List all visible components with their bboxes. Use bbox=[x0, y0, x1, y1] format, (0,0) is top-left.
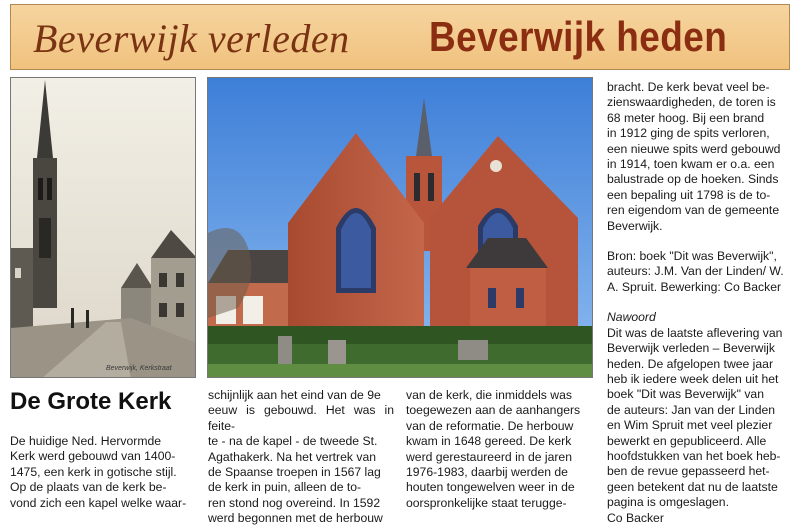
text-line: bracht. De kerk bevat veel be- bbox=[607, 80, 770, 94]
banner-title-present: Beverwijk heden bbox=[429, 13, 728, 60]
text-line: 68 meter hoog. Bij een brand bbox=[607, 110, 765, 125]
article-column-2 bbox=[208, 388, 394, 527]
source-line: auteurs: J.M. Van der Linden/ W. bbox=[607, 264, 784, 279]
text-line: een nieuwe spits werd gebouwd bbox=[607, 141, 781, 156]
text-line: van de reformatie. De herbouw bbox=[406, 418, 574, 433]
text-line: houten tongewelven weer in de bbox=[406, 480, 575, 495]
text-line: Beverwijk. bbox=[607, 218, 663, 233]
spacer bbox=[607, 234, 793, 249]
text-line: ren stond nog overeind. In 1592 bbox=[208, 495, 381, 510]
historic-church-street-photo-icon bbox=[11, 78, 196, 378]
text-line: van de kerk, die inmiddels was bbox=[406, 388, 572, 402]
text-line: en Wim Spruit met veel plezier bbox=[607, 418, 773, 433]
text-line: te - na de kapel - de tweede St. bbox=[208, 434, 378, 449]
source-line: A. Spruit. Bewerking: Co Backer bbox=[607, 279, 782, 294]
signature: Co Backer bbox=[607, 510, 664, 525]
header-banner bbox=[10, 4, 790, 70]
article-column-3 bbox=[406, 388, 594, 511]
text-line: vond zich een kapel welke waar- bbox=[10, 495, 187, 510]
text-line: bewerkt en gepubliceerd. Alle bbox=[607, 433, 767, 448]
text-line: De huidige Ned. Hervormde bbox=[10, 434, 162, 448]
spacer bbox=[607, 295, 793, 310]
text-line: 1976-1983, daarbij werden de bbox=[406, 465, 568, 480]
text-line: de auteurs: Jan van der Linden bbox=[607, 402, 776, 417]
text-line: werd begonnen met de herbouw bbox=[208, 511, 383, 526]
text-line: ben de revue gepasseerd het- bbox=[607, 464, 770, 479]
text-line: hoofdstukken van het boek heb- bbox=[607, 448, 781, 463]
text-line: werd gerestaureerd in de jaren bbox=[406, 449, 572, 464]
article-column-4 bbox=[607, 80, 793, 526]
historic-photo-caption: Beverwijk, Kerkstraat bbox=[106, 365, 172, 372]
text-line: Op de plaats van de kerk be- bbox=[10, 480, 167, 495]
text-line: Kerk werd gebouwd van 1400- bbox=[10, 449, 176, 464]
text-line: boek "Dit was Beverwijk" van bbox=[607, 387, 764, 402]
text-line: kwam in 1648 gereed. De kerk bbox=[406, 434, 572, 449]
text-line: zienswaardigheden, de toren is bbox=[607, 95, 776, 110]
text-line: een bepaling uit 1798 is de to- bbox=[607, 187, 771, 202]
text-line: Dit was de laatste aflevering van bbox=[607, 325, 783, 340]
grote-kerk-color-photo-icon bbox=[208, 78, 593, 378]
text-line: schijnlijk aan het eind van de 9e bbox=[208, 388, 381, 402]
text-line: geen betekent dat nu de laatste bbox=[607, 479, 778, 494]
text-line: de kerk in puin, alleen de to- bbox=[208, 480, 362, 495]
text-line: in 1912 ging de spits verloren, bbox=[607, 126, 770, 141]
text-line: oorspronkelijke staat terugge- bbox=[406, 495, 567, 510]
text-line: heb ik iedere week delen uit het bbox=[607, 371, 779, 386]
article-column-1 bbox=[10, 434, 195, 511]
church-photo bbox=[207, 77, 593, 378]
text-line: de Spaanse troepen in 1567 lag bbox=[208, 465, 381, 480]
source-line: Bron: boek "Dit was Beverwijk", bbox=[607, 249, 777, 264]
text-line: toegewezen aan de aanhangers bbox=[406, 403, 581, 418]
text-line: in 1914, toen kwam er o.a. een bbox=[607, 157, 775, 172]
text-line: pagina is omgeslagen. bbox=[607, 495, 729, 510]
text-line: eeuw is gebouwd. Het was in feite- bbox=[208, 403, 394, 433]
article-headline: De Grote Kerk bbox=[10, 388, 172, 415]
text-line: 1475, een kerk in gotische stijl. bbox=[10, 464, 177, 479]
text-line: heden. De afgelopen twee jaar bbox=[607, 356, 774, 371]
banner-title-past: Beverwijk verleden bbox=[33, 16, 350, 61]
text-line: Beverwijk verleden – Beverwijk bbox=[607, 341, 775, 356]
text-line: Agathakerk. Na het vertrek van bbox=[208, 449, 377, 464]
nawoord-title: Nawoord bbox=[607, 310, 656, 325]
text-line: balustrade op de hoeken. Sinds bbox=[607, 172, 779, 187]
text-line: ren eigendom van de gemeente bbox=[607, 203, 780, 218]
historic-photo bbox=[10, 77, 196, 378]
